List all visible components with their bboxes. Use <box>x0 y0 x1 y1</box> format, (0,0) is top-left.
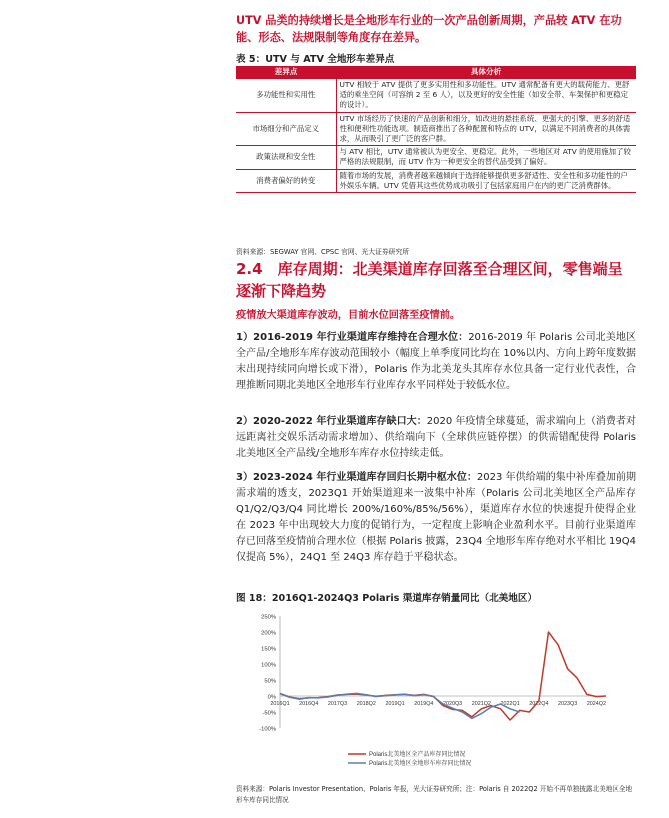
x-tick-label: 2020Q3 <box>442 701 463 707</box>
legend-label: Polaris北美地区全产品库存同比情况 <box>369 752 466 759</box>
x-tick-label: 2016Q1 <box>270 701 290 707</box>
x-tick-label: 2017Q3 <box>327 701 348 707</box>
legend-label: Polaris北美地区全地形车库存同比情况 <box>369 761 472 768</box>
table-row <box>236 146 636 169</box>
table-cell-value: UTV 市场经历了快速的产品创新和细分，如改进的悬挂系统、更强大的引擎、更多的舒适性和便利性功能选项。制造商推出了各种配置和特点的 UTV，以满足不同消费者的具体需求，从而吸引了更广泛的客户群。 <box>336 112 636 146</box>
table-cell-key: 多功能性和实用性 <box>236 79 336 112</box>
x-tick-label: 2018Q2 <box>356 701 376 707</box>
paragraph-text: 2020 年疫情全球蔓延，需求端向上（消费者对远距离社交娱乐活动需求增加）、供给端向下（全球供应链停摆）的供需错配使得 Polaris 北美地区全产品线/全地形车库存水位持续走低。 <box>236 416 636 459</box>
paragraph-lead: 1）2016-2019 年行业渠道库存维持在合理水位： <box>236 332 469 343</box>
x-tick-label: 2019Q4 <box>414 701 434 707</box>
y-tick-label: 0% <box>267 694 276 701</box>
chart-svg <box>236 604 636 784</box>
inventory-line-chart <box>236 604 636 790</box>
x-tick-label: 2016Q4 <box>299 701 319 707</box>
x-tick-label: 2022Q4 <box>529 701 549 707</box>
table-cell-value: 与 ATV 相比，UTV 通常被认为更安全、更稳定。此外，一些地区对 ATV 的使用施加了较严格的法规限制，而 UTV 作为一种更安全的替代品受到了偏好。 <box>336 146 636 169</box>
table-cell-key: 政策法规和安全性 <box>236 146 336 169</box>
table-source: 资料来源：SEGWAY 官网、CPSC 官网、光大证券研究所 <box>236 248 410 256</box>
table-header-row <box>236 66 636 79</box>
paragraph-1 <box>236 330 636 394</box>
table-title: 表 5：UTV 与 ATV 全地形车差异点 <box>236 54 395 65</box>
x-tick-label: 2024Q2 <box>586 701 607 707</box>
comparison-table <box>236 66 636 193</box>
paragraph-2 <box>236 414 636 462</box>
y-tick-label: 200% <box>261 630 276 637</box>
x-tick-label: 2019Q1 <box>385 701 405 707</box>
paragraph-text: 2016-2019 年 Polaris 公司北美地区全产品/全地形车库存波动范围较小（幅度上单季度同比均在 10%以内、方向上跨年度数据末出现持续同向增长或下滑），Polaris 作为北美龙头其库存水位具备一定行业代表性，合理推断同期北美地区全地形车行业库存水平同样处于较低水位。 <box>236 332 636 391</box>
figure-title: 图 18：2016Q1-2024Q3 Polaris 渠道库存销量同比（北美地区） <box>236 593 538 604</box>
paragraph-text: 2023 年供给端的集中补库叠加前期需求端的透支，2023Q1 开始渠道迎来一波集中补库（Polaris 公司北美地区全产品库存 Q1/Q2/Q3/Q4 同比增长 200%/160%/85%/56%），渠道库存水位的快速提升使得企业在 2023 年中出现较大力度的促销行为，一定程度上影响企业盈利水平。目前行业渠道库存已回落至疫情前合理水位（根据 Polaris 披露，23Q4 全地形车库存绝对水平相比 19Q4 仅提高 5%），24Q1 至 24Q3 库存趋于平稳状态。 <box>236 472 636 563</box>
table-cell-key: 消费者偏好的转变 <box>236 169 336 192</box>
y-tick-label: 100% <box>261 662 276 669</box>
table-header-key: 差异点 <box>236 66 336 79</box>
table-row <box>236 112 636 146</box>
paragraph-lead: 2）2020-2022 年行业渠道库存缺口大： <box>236 416 427 427</box>
y-tick-label: 250% <box>261 614 276 621</box>
x-tick-label: 2022Q1 <box>500 701 520 707</box>
intro-paragraph: UTV 品类的持续增长是全地形车行业的一次产品创新周期，产品较 ATV 在功能、形态、法规限制等角度存在差异。 <box>236 14 622 44</box>
section-subtitle: 疫情放大渠道库存波动，目前水位回落至疫情前。 <box>236 310 461 321</box>
paragraph-3 <box>236 470 636 566</box>
y-tick-label: -50% <box>262 710 276 717</box>
table-row <box>236 79 636 112</box>
x-tick-label: 2021Q2 <box>471 701 491 707</box>
x-tick-label: 2023Q3 <box>558 701 578 707</box>
section-title: 2.4 库存周期：北美渠道库存回落至合理区间，零售端呈逐渐下降趋势 <box>236 260 623 300</box>
y-tick-label: -100% <box>259 726 276 733</box>
table-header-value: 具体分析 <box>336 66 636 79</box>
paragraph-lead: 3）2023-2024 年行业渠道库存回归长期中枢水位： <box>236 472 477 483</box>
table-cell-value: 随着市场的发展，消费者越来越倾向于选择能够提供更多舒适性、安全性和多功能性的户外娱乐车辆。UTV 凭借其这些优势成功吸引了包括家庭用户在内的更广泛消费群体。 <box>336 169 636 192</box>
table-row <box>236 169 636 192</box>
figure-source: 资料来源：Polaris Investor Presentation、Polaris 年报，光大证券研究所；注：Polaris 自 2022Q2 开始不再单独披露北美地区全地形车库存同比情况 <box>236 785 633 804</box>
y-tick-label: 150% <box>261 646 276 653</box>
table-cell-key: 市场细分和产品定义 <box>236 112 336 146</box>
table-cell-value: UTV 相较于 ATV 提供了更多实用性和多功能性。UTV 通常配备有更大的载荷能力、更舒适的乘坐空间（可容纳 2 至 6 人），以及更好的安全性能（如安全带、车架保护和更稳定的设计）。 <box>336 79 636 112</box>
y-tick-label: 50% <box>264 678 276 685</box>
